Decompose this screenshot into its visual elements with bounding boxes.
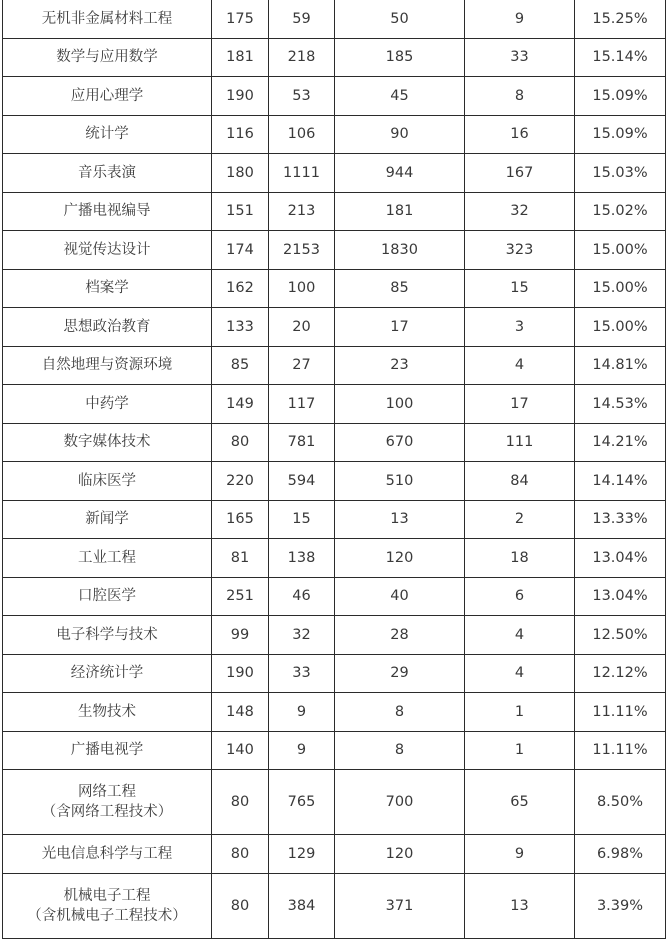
cell-percentage: 14.81% — [575, 346, 666, 385]
cell-col-3: 1111 — [269, 154, 335, 193]
cell-major-name — [3, 231, 212, 270]
cell-percentage: 15.00% — [575, 231, 666, 270]
cell-percentage: 14.14% — [575, 462, 666, 501]
major-name-line: （含机械电子工程技术） — [27, 907, 187, 924]
major-name-line: 统计学 — [85, 126, 129, 143]
cell-col-3: 384 — [269, 873, 335, 938]
cell-col-2: 80 — [212, 835, 269, 874]
cell-major-name — [3, 269, 212, 308]
cell-col-3: 2153 — [269, 231, 335, 270]
table-row — [3, 423, 666, 462]
cell-col-5: 33 — [465, 38, 575, 77]
cell-major-name — [3, 385, 212, 424]
table-row — [3, 770, 666, 835]
data-table — [2, 0, 666, 939]
cell-col-5: 111 — [465, 423, 575, 462]
cell-col-3: 765 — [269, 770, 335, 835]
major-name-line: 无机非金属材料工程 — [41, 10, 173, 27]
table-row — [3, 693, 666, 732]
cell-col-4: 510 — [335, 462, 465, 501]
cell-col-5: 4 — [465, 346, 575, 385]
cell-col-5: 17 — [465, 385, 575, 424]
major-name-line: 数字媒体技术 — [63, 434, 151, 451]
cell-col-2: 133 — [212, 308, 269, 347]
cell-major-name — [3, 0, 212, 38]
cell-col-3: 27 — [269, 346, 335, 385]
cell-col-2: 165 — [212, 500, 269, 539]
cell-col-3: 117 — [269, 385, 335, 424]
cell-percentage: 15.14% — [575, 38, 666, 77]
cell-percentage: 15.02% — [575, 192, 666, 231]
cell-col-5: 65 — [465, 770, 575, 835]
cell-col-4: 100 — [335, 385, 465, 424]
table-row — [3, 539, 666, 578]
major-name-line: 电子科学与技术 — [56, 626, 158, 643]
cell-col-4: 1830 — [335, 231, 465, 270]
cell-col-5: 6 — [465, 577, 575, 616]
cell-col-5: 167 — [465, 154, 575, 193]
table-row — [3, 346, 666, 385]
major-name-line: 档案学 — [85, 280, 129, 297]
cell-col-5: 4 — [465, 616, 575, 655]
cell-col-2: 80 — [212, 423, 269, 462]
table-row — [3, 38, 666, 77]
table-row — [3, 308, 666, 347]
cell-percentage: 12.50% — [575, 616, 666, 655]
cell-col-4: 29 — [335, 654, 465, 693]
cell-col-5: 1 — [465, 693, 575, 732]
cell-col-5: 16 — [465, 115, 575, 154]
cell-col-4: 700 — [335, 770, 465, 835]
cell-major-name — [3, 115, 212, 154]
table-row — [3, 385, 666, 424]
cell-col-2: 140 — [212, 731, 269, 770]
major-name-line: 音乐表演 — [78, 164, 136, 181]
cell-percentage: 15.00% — [575, 308, 666, 347]
major-name-line: 中药学 — [85, 395, 129, 412]
cell-percentage: 6.98% — [575, 835, 666, 874]
cell-col-3: 46 — [269, 577, 335, 616]
cell-major-name — [3, 38, 212, 77]
cell-col-3: 781 — [269, 423, 335, 462]
table-row — [3, 154, 666, 193]
cell-col-5: 15 — [465, 269, 575, 308]
cell-percentage: 13.04% — [575, 577, 666, 616]
cell-col-4: 13 — [335, 500, 465, 539]
cell-col-5: 8 — [465, 77, 575, 116]
table-row — [3, 616, 666, 655]
cell-major-name — [3, 693, 212, 732]
cell-col-5: 4 — [465, 654, 575, 693]
cell-major-name — [3, 539, 212, 578]
cell-col-2: 220 — [212, 462, 269, 501]
cell-major-name — [3, 346, 212, 385]
cell-major-name — [3, 154, 212, 193]
cell-major-name — [3, 770, 212, 835]
cell-percentage: 13.33% — [575, 500, 666, 539]
cell-percentage: 14.21% — [575, 423, 666, 462]
cell-col-3: 9 — [269, 693, 335, 732]
cell-percentage: 14.53% — [575, 385, 666, 424]
cell-col-5: 13 — [465, 873, 575, 938]
table-row — [3, 0, 666, 38]
cell-percentage: 8.50% — [575, 770, 666, 835]
cell-col-4: 17 — [335, 308, 465, 347]
cell-col-3: 138 — [269, 539, 335, 578]
cell-major-name — [3, 835, 212, 874]
cell-col-3: 53 — [269, 77, 335, 116]
table-row — [3, 192, 666, 231]
cell-col-5: 323 — [465, 231, 575, 270]
cell-col-2: 174 — [212, 231, 269, 270]
cell-col-5: 3 — [465, 308, 575, 347]
major-name-line: 经济统计学 — [70, 665, 144, 682]
cell-major-name — [3, 500, 212, 539]
cell-percentage: 11.11% — [575, 693, 666, 732]
cell-major-name — [3, 616, 212, 655]
cell-col-2: 180 — [212, 154, 269, 193]
cell-col-4: 670 — [335, 423, 465, 462]
cell-col-2: 251 — [212, 577, 269, 616]
table-row — [3, 577, 666, 616]
major-name-line: 思想政治教育 — [63, 318, 151, 335]
cell-col-5: 9 — [465, 0, 575, 38]
cell-col-4: 944 — [335, 154, 465, 193]
cell-percentage: 15.00% — [575, 269, 666, 308]
cell-col-2: 181 — [212, 38, 269, 77]
cell-col-5: 18 — [465, 539, 575, 578]
cell-col-4: 45 — [335, 77, 465, 116]
major-name-line: 新闻学 — [85, 511, 129, 528]
cell-major-name — [3, 654, 212, 693]
cell-col-4: 85 — [335, 269, 465, 308]
table-row — [3, 500, 666, 539]
table-row — [3, 731, 666, 770]
major-name-line: 网络工程 — [78, 784, 136, 800]
cell-col-3: 59 — [269, 0, 335, 38]
major-name-line: 工业工程 — [78, 549, 136, 566]
cell-col-4: 8 — [335, 693, 465, 732]
cell-percentage: 13.04% — [575, 539, 666, 578]
cell-col-3: 129 — [269, 835, 335, 874]
major-name-line: 自然地理与资源环境 — [41, 357, 173, 374]
cell-col-2: 190 — [212, 654, 269, 693]
cell-percentage: 3.39% — [575, 873, 666, 938]
major-name-line: 生物技术 — [78, 703, 136, 720]
cell-col-4: 120 — [335, 835, 465, 874]
cell-major-name — [3, 423, 212, 462]
cell-major-name — [3, 731, 212, 770]
major-name-line: 应用心理学 — [70, 87, 144, 104]
table-row — [3, 835, 666, 874]
cell-col-3: 213 — [269, 192, 335, 231]
cell-col-2: 116 — [212, 115, 269, 154]
cell-col-5: 84 — [465, 462, 575, 501]
table-row — [3, 231, 666, 270]
table-body — [3, 0, 666, 938]
cell-col-3: 33 — [269, 654, 335, 693]
cell-col-2: 148 — [212, 693, 269, 732]
cell-col-2: 85 — [212, 346, 269, 385]
cell-col-3: 9 — [269, 731, 335, 770]
cell-col-5: 9 — [465, 835, 575, 874]
cell-col-4: 8 — [335, 731, 465, 770]
major-name-line: 口腔医学 — [78, 588, 136, 605]
table-row — [3, 115, 666, 154]
major-name-line: 临床医学 — [78, 472, 136, 489]
cell-col-5: 2 — [465, 500, 575, 539]
cell-major-name — [3, 462, 212, 501]
cell-col-4: 28 — [335, 616, 465, 655]
cell-major-name — [3, 873, 212, 938]
cell-col-2: 190 — [212, 77, 269, 116]
cell-col-2: 162 — [212, 269, 269, 308]
table-row — [3, 654, 666, 693]
cell-major-name — [3, 77, 212, 116]
major-name-line: 光电信息科学与工程 — [41, 845, 173, 862]
cell-col-3: 100 — [269, 269, 335, 308]
table-row — [3, 873, 666, 938]
cell-col-4: 50 — [335, 0, 465, 38]
major-name-line: 数学与应用数学 — [56, 49, 158, 66]
cell-col-2: 175 — [212, 0, 269, 38]
major-name-line: 广播电视编导 — [63, 203, 151, 220]
table-row — [3, 269, 666, 308]
table-row — [3, 462, 666, 501]
cell-col-2: 80 — [212, 873, 269, 938]
cell-col-2: 80 — [212, 770, 269, 835]
cell-percentage: 15.25% — [575, 0, 666, 38]
cell-major-name — [3, 192, 212, 231]
table-row — [3, 77, 666, 116]
cell-col-4: 90 — [335, 115, 465, 154]
cell-percentage: 11.11% — [575, 731, 666, 770]
major-name-line: （含网络工程技术） — [41, 804, 173, 820]
cell-col-2: 149 — [212, 385, 269, 424]
cell-col-3: 218 — [269, 38, 335, 77]
major-name-line: 视觉传达设计 — [63, 241, 151, 258]
cell-col-3: 20 — [269, 308, 335, 347]
cell-col-4: 371 — [335, 873, 465, 938]
cell-col-3: 106 — [269, 115, 335, 154]
cell-percentage: 15.03% — [575, 154, 666, 193]
cell-col-4: 120 — [335, 539, 465, 578]
cell-major-name — [3, 308, 212, 347]
cell-percentage: 12.12% — [575, 654, 666, 693]
cell-col-4: 23 — [335, 346, 465, 385]
cell-percentage: 15.09% — [575, 77, 666, 116]
cell-major-name — [3, 577, 212, 616]
cell-percentage: 15.09% — [575, 115, 666, 154]
cell-col-4: 185 — [335, 38, 465, 77]
major-name-line: 广播电视学 — [70, 742, 144, 759]
major-name-line: 机械电子工程 — [63, 887, 151, 904]
cell-col-2: 99 — [212, 616, 269, 655]
cell-col-5: 1 — [465, 731, 575, 770]
cell-col-3: 594 — [269, 462, 335, 501]
cell-col-3: 32 — [269, 616, 335, 655]
cell-col-4: 181 — [335, 192, 465, 231]
cell-col-5: 32 — [465, 192, 575, 231]
cell-col-3: 15 — [269, 500, 335, 539]
cell-col-2: 151 — [212, 192, 269, 231]
cell-col-2: 81 — [212, 539, 269, 578]
cell-col-4: 40 — [335, 577, 465, 616]
